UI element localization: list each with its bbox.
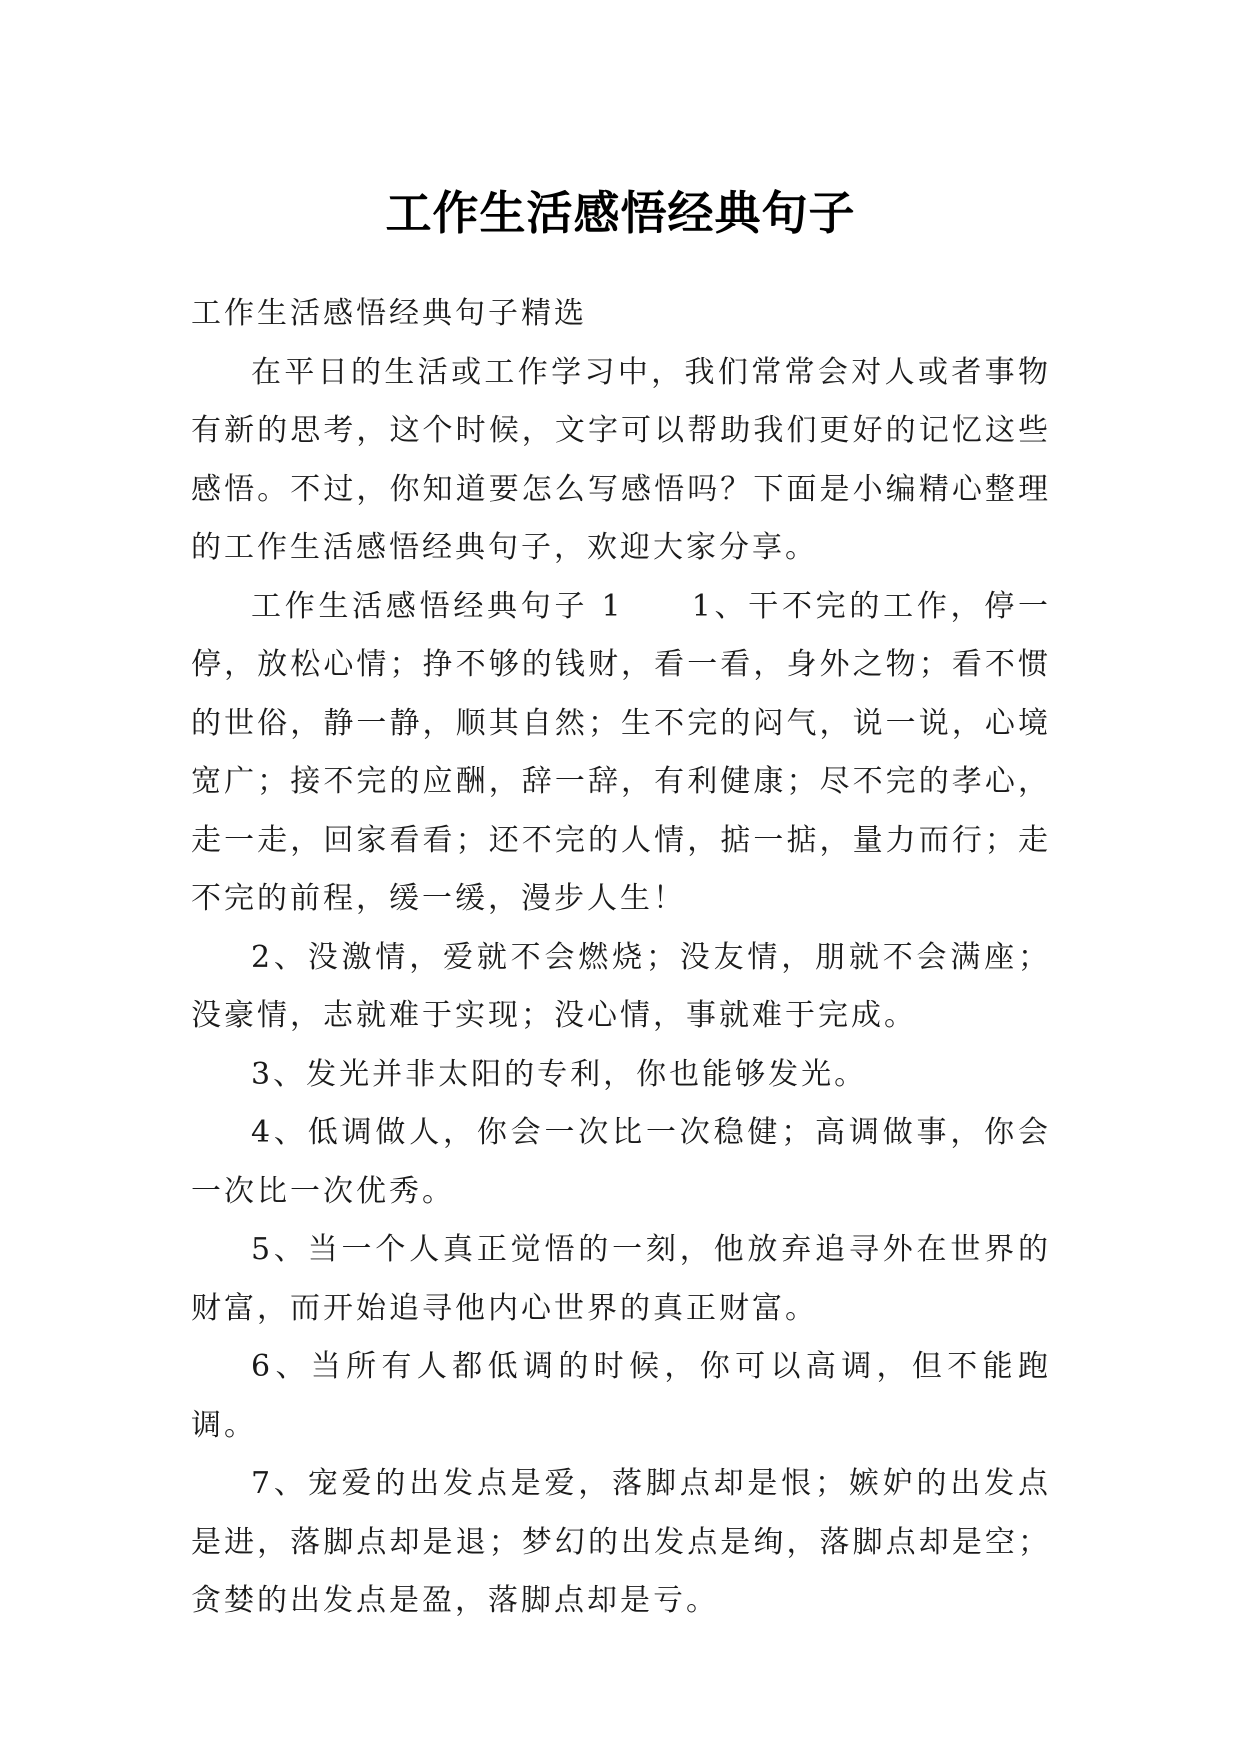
quote-paragraph-7: 7、宠爱的出发点是爱，落脚点却是恨；嫉妒的出发点是进，落脚点却是退；梦幻的出发点是绚，落脚点却是空；贪婪的出发点是盈，落脚点却是亏。 <box>191 1466 1051 1618</box>
quote-paragraph-3: 3、发光并非太阳的专利，你也能够发光。 <box>251 1056 868 1092</box>
document-body <box>191 285 1051 1631</box>
intro-paragraph: 在平日的生活或工作学习中，我们常常会对人或者事物有新的思考，这个时候，文字可以帮助我们更好的记忆这些感悟。不过，你知道要怎么写感悟吗？下面是小编精心整理的工作生活感悟经典句子，欢迎大家分享。 <box>191 354 1051 565</box>
quote-paragraph-6: 6、当所有人都低调的时候，你可以高调，但不能跑调。 <box>191 1349 1051 1443</box>
document-title: 工作生活感悟经典句子 <box>385 185 856 240</box>
document-subtitle: 工作生活感悟经典句子精选 <box>191 296 587 331</box>
quote-paragraph-4: 4、低调做人，你会一次比一次稳健；高调做事，你会一次比一次优秀。 <box>191 1115 1051 1209</box>
quote-paragraph-2: 2、没激情，爱就不会燃烧；没友情，朋就不会满座；没豪情，志就难于实现；没心情，事就难于完成。 <box>191 939 1051 1033</box>
quote-paragraph-1: 工作生活感悟经典句子 1 1、干不完的工作，停一停，放松心情；挣不够的钱财，看一看，身外之物；看不惯的世俗，静一静，顺其自然；生不完的闷气，说一说，心境宽广；接不完的应酬，辞一辞，有利健康；尽不完的孝心，走一走，回家看看；还不完的人情，掂一掂，量力而行；走不完的前程，缓一缓，漫步人生！ <box>191 588 1051 916</box>
quote-paragraph-5: 5、当一个人真正觉悟的一刻，他放弃追寻外在世界的财富，而开始追寻他内心世界的真正财富。 <box>191 1232 1051 1326</box>
